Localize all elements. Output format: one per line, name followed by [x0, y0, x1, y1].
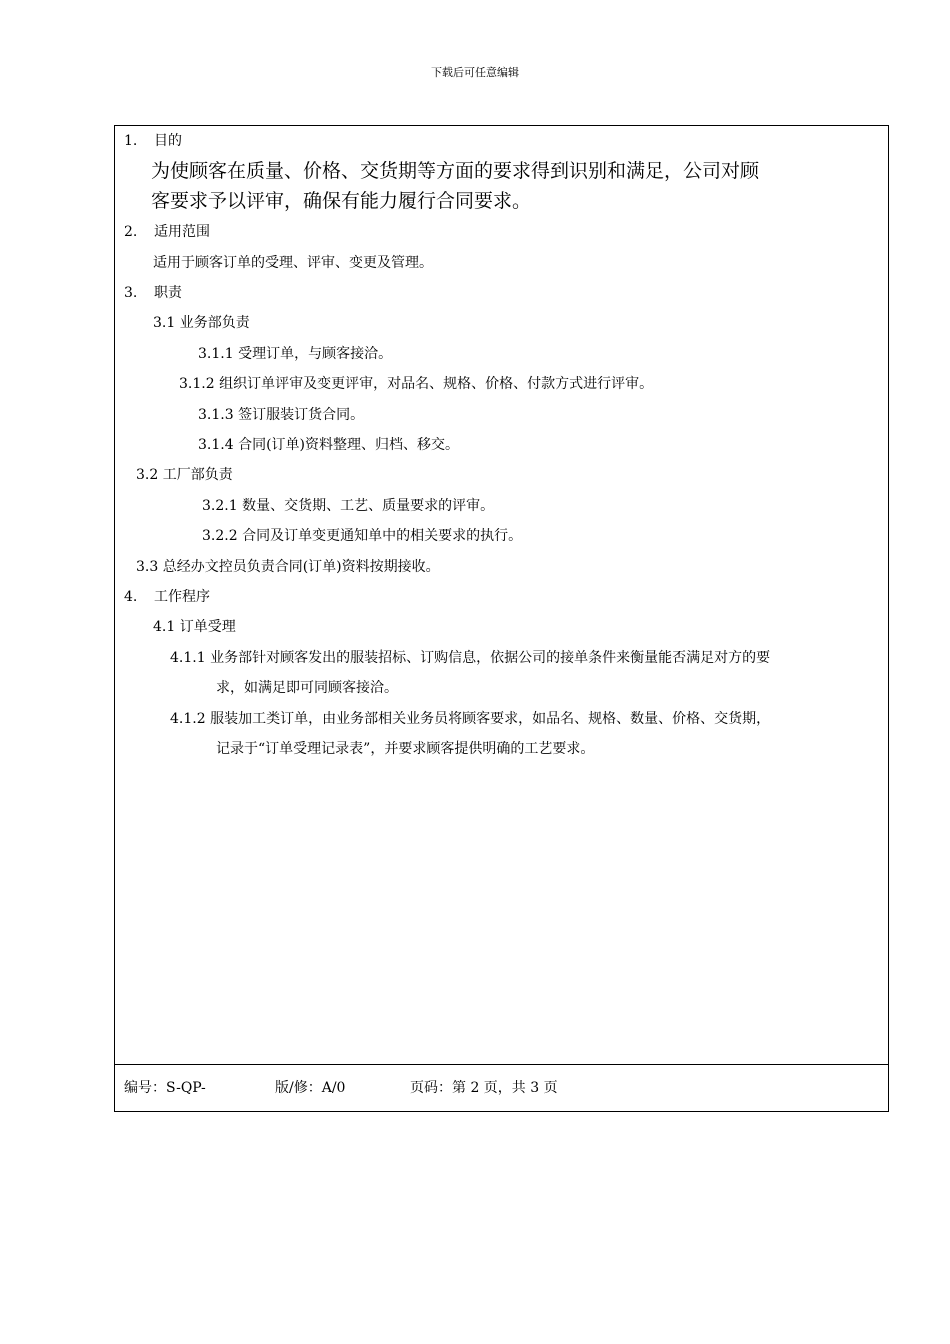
section-number: 2. [124, 224, 138, 240]
section-title: 目的 [154, 133, 182, 149]
item-4-1-1-line-2: 求，如满足即可同顾客接洽。 [216, 680, 398, 696]
section-2-body: 适用于顾客订单的受理、评审、变更及管理。 [153, 255, 433, 271]
item-4-1-2-line-2: 记录于“订单受理记录表”，并要求顾客提供明确的工艺要求。 [216, 741, 595, 757]
item-3-1-1: 3.1.1 受理订单，与顾客接洽。 [198, 346, 393, 362]
section-2-heading [124, 223, 210, 241]
section-title: 工作程序 [154, 589, 210, 605]
item-3-2: 3.2 工厂部负责 [136, 467, 233, 483]
section-4-heading [124, 588, 210, 606]
item-4-1: 4.1 订单受理 [153, 619, 236, 635]
item-3-1: 3.1 业务部负责 [153, 315, 250, 331]
item-3-1-2: 3.1.2 组织订单评审及变更评审，对品名、规格、价格、付款方式进行评审。 [179, 376, 654, 392]
section-1-body-line-2: 客要求予以评审，确保有能力履行合同要求。 [151, 190, 532, 212]
document-code: 编号：S-QP- [124, 1080, 206, 1096]
item-3-2-1: 3.2.1 数量、交货期、工艺、质量要求的评审。 [202, 498, 495, 514]
section-number: 4. [124, 589, 138, 605]
item-3-1-3: 3.1.3 签订服装订货合同。 [198, 407, 365, 423]
section-number: 3. [124, 285, 138, 301]
section-1-heading [124, 132, 182, 150]
section-title: 职责 [154, 285, 182, 301]
item-3-1-4: 3.1.4 合同(订单)资料整理、归档、移交。 [198, 437, 459, 453]
section-3-heading [124, 284, 182, 302]
section-1-body-line-1: 为使顾客在质量、价格、交货期等方面的要求得到识别和满足，公司对顾 [151, 160, 760, 182]
section-title: 适用范围 [154, 224, 210, 240]
document-footer [115, 1064, 888, 1113]
item-3-2-2: 3.2.2 合同及订单变更通知单中的相关要求的执行。 [202, 528, 523, 544]
document-frame [114, 125, 889, 1112]
item-4-1-1-line-1: 4.1.1 业务部针对顾客发出的服装招标、订购信息，依据公司的接单条件来衡量能否满足对方的要 [170, 650, 771, 666]
document-version: 版/修：A/0 [275, 1080, 346, 1096]
header-note: 下载后可任意编辑 [431, 66, 519, 79]
item-4-1-2-line-1: 4.1.2 服装加工类订单，由业务部相关业务员将顾客要求，如品名、规格、数量、价格、交货期， [170, 711, 771, 727]
page-number: 页码：第 2 页，共 3 页 [410, 1080, 558, 1096]
item-3-3: 3.3 总经办文控员负责合同(订单)资料按期接收。 [136, 559, 440, 575]
section-number: 1. [124, 133, 138, 149]
